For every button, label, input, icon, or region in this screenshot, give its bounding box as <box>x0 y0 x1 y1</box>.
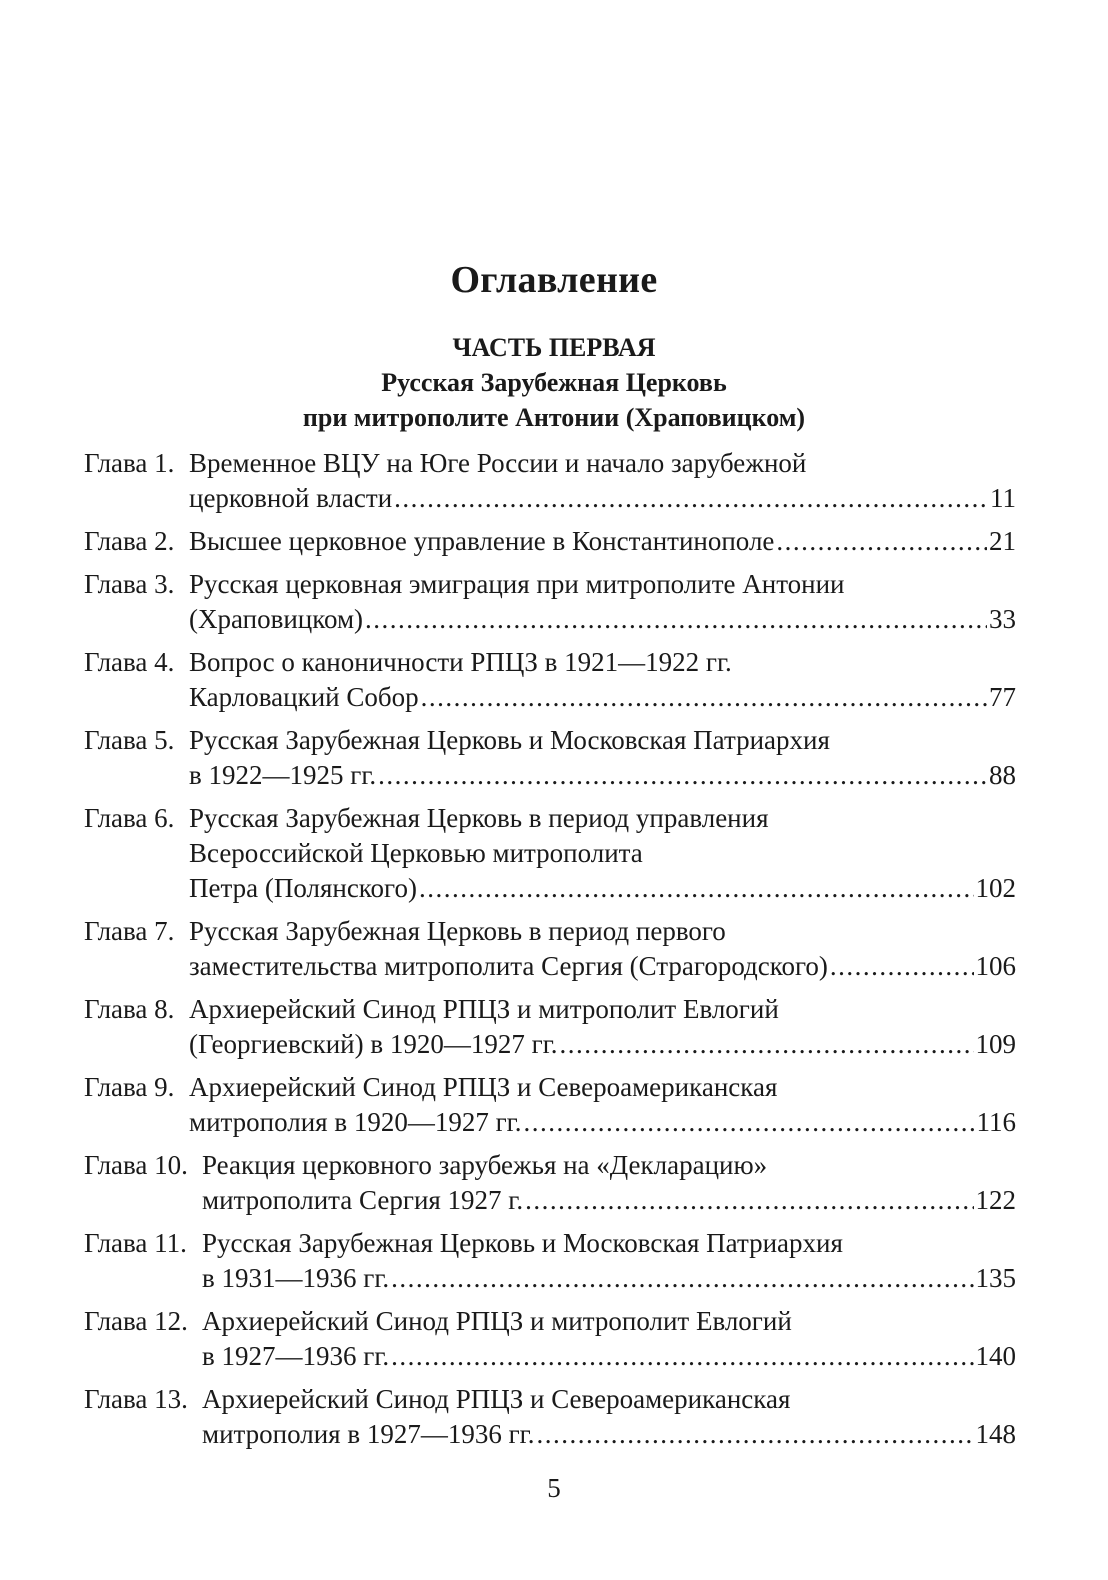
chapter-page-number: 135 <box>975 1263 1016 1293</box>
chapter-page-number: 88 <box>989 760 1016 790</box>
dot-leader <box>830 949 974 984</box>
chapter-title-line: в 1922—1925 гг. <box>189 760 377 790</box>
chapter-title-line: Архиерейский Синод РПЦЗ и митрополит Евлогий <box>189 994 779 1024</box>
toc-entry <box>84 524 1016 559</box>
chapter-title-line: Петра (Полянского) <box>189 873 417 903</box>
toc-entry <box>84 992 1016 1062</box>
chapter-page-number: 122 <box>975 1185 1016 1215</box>
table-of-contents <box>84 446 1016 1460</box>
chapter-number: Глава 8. <box>84 994 175 1024</box>
chapter-title-line: Временное ВЦУ на Юге России и начало зарубежной <box>189 448 807 478</box>
toc-entry <box>84 914 1016 984</box>
chapter-title-line: Архиерейский Синод РПЦЗ и Североамериканская <box>189 1072 778 1102</box>
toc-entry <box>84 1226 1016 1296</box>
chapter-title-line: Карловацкий Собор <box>189 682 419 712</box>
dot-leader <box>525 1183 973 1218</box>
dot-leader <box>365 602 987 637</box>
chapter-page-number: 106 <box>975 951 1016 981</box>
dot-leader <box>776 524 987 559</box>
toc-entry <box>84 567 1016 637</box>
toc-entry <box>84 1382 1016 1452</box>
toc-entry <box>84 723 1016 793</box>
chapter-title-line: Высшее церковное управление в Константинополе <box>189 526 775 556</box>
chapter-page-number: 102 <box>975 873 1016 903</box>
chapter-page-number: 21 <box>989 526 1016 556</box>
dot-leader <box>391 1261 973 1296</box>
chapter-title-line: (Храповицком) <box>189 604 364 634</box>
chapter-page-number: 116 <box>976 1107 1016 1137</box>
chapter-number: Глава 13. <box>84 1384 188 1414</box>
chapter-page-number: 148 <box>975 1419 1016 1449</box>
chapter-page-number: 109 <box>975 1029 1016 1059</box>
chapter-number: Глава 9. <box>84 1072 175 1102</box>
chapter-number: Глава 7. <box>84 916 175 946</box>
chapter-number: Глава 10. <box>84 1150 188 1180</box>
dot-leader <box>421 680 987 715</box>
chapter-title-line: Архиерейский Синод РПЦЗ и Североамериканская <box>202 1384 791 1414</box>
dot-leader <box>419 871 974 906</box>
chapter-title-line: Вопрос о каноничности РПЦЗ в 1921—1922 гг. <box>189 647 732 677</box>
toc-entry <box>84 1304 1016 1374</box>
chapter-number: Глава 4. <box>84 647 175 677</box>
page-title: Оглавление <box>450 259 658 301</box>
dot-leader <box>523 1105 974 1140</box>
chapter-title-line: Русская церковная эмиграция при митрополите Антонии <box>189 569 845 599</box>
chapter-title-line: заместительства митрополита Сергия (Страгородского) <box>189 951 828 981</box>
chapter-title-line: Реакция церковного зарубежья на «Декларацию» <box>202 1150 768 1180</box>
dot-leader <box>378 758 987 793</box>
chapter-number: Глава 12. <box>84 1306 188 1336</box>
toc-entry <box>84 446 1016 516</box>
dot-leader <box>536 1417 973 1452</box>
dot-leader <box>559 1027 973 1062</box>
chapter-title-line: Русская Зарубежная Церковь и Московская Патриархия <box>189 725 830 755</box>
part-subtitle-line-1: Русская Зарубежная Церковь <box>381 368 727 397</box>
part-label: ЧАСТЬ ПЕРВАЯ <box>452 333 656 362</box>
chapter-title-line: церковной власти <box>189 483 393 513</box>
chapter-number: Глава 2. <box>84 526 175 556</box>
chapter-page-number: 33 <box>989 604 1016 634</box>
part-heading <box>0 330 1108 435</box>
chapter-title-line: Архиерейский Синод РПЦЗ и митрополит Евлогий <box>202 1306 792 1336</box>
dot-leader <box>394 481 988 516</box>
chapter-title-line: (Георгиевский) в 1920—1927 гг. <box>189 1029 558 1059</box>
chapter-number: Глава 5. <box>84 725 175 755</box>
chapter-page-number: 140 <box>975 1341 1016 1371</box>
chapter-number: Глава 3. <box>84 569 175 599</box>
chapter-title-line: митрополия в 1920—1927 гг. <box>189 1107 522 1137</box>
page-number: 5 <box>547 1473 561 1503</box>
chapter-title-line: Русская Зарубежная Церковь и Московская Патриархия <box>202 1228 843 1258</box>
chapter-title-line: в 1931—1936 гг. <box>202 1263 390 1293</box>
chapter-number: Глава 6. <box>84 803 175 833</box>
chapter-number: Глава 1. <box>84 448 175 478</box>
chapter-title-line: митрополия в 1927—1936 гг. <box>202 1419 535 1449</box>
chapter-page-number: 77 <box>989 682 1016 712</box>
chapter-title-line: Всероссийской Церковью митрополита <box>189 838 643 868</box>
toc-entry <box>84 1070 1016 1140</box>
chapter-title-line: в 1927—1936 гг. <box>202 1341 390 1371</box>
toc-entry <box>84 645 1016 715</box>
chapter-page-number: 11 <box>990 483 1016 513</box>
chapter-title-line: митрополита Сергия 1927 г. <box>202 1185 524 1215</box>
part-subtitle-line-2: при митрополите Антонии (Храповицком) <box>302 403 806 432</box>
chapter-number: Глава 11. <box>84 1228 187 1258</box>
toc-entry <box>84 1148 1016 1218</box>
chapter-title-line: Русская Зарубежная Церковь в период первого <box>189 916 726 946</box>
toc-entry <box>84 801 1016 906</box>
dot-leader <box>391 1339 973 1374</box>
chapter-title-line: Русская Зарубежная Церковь в период управления <box>189 803 769 833</box>
